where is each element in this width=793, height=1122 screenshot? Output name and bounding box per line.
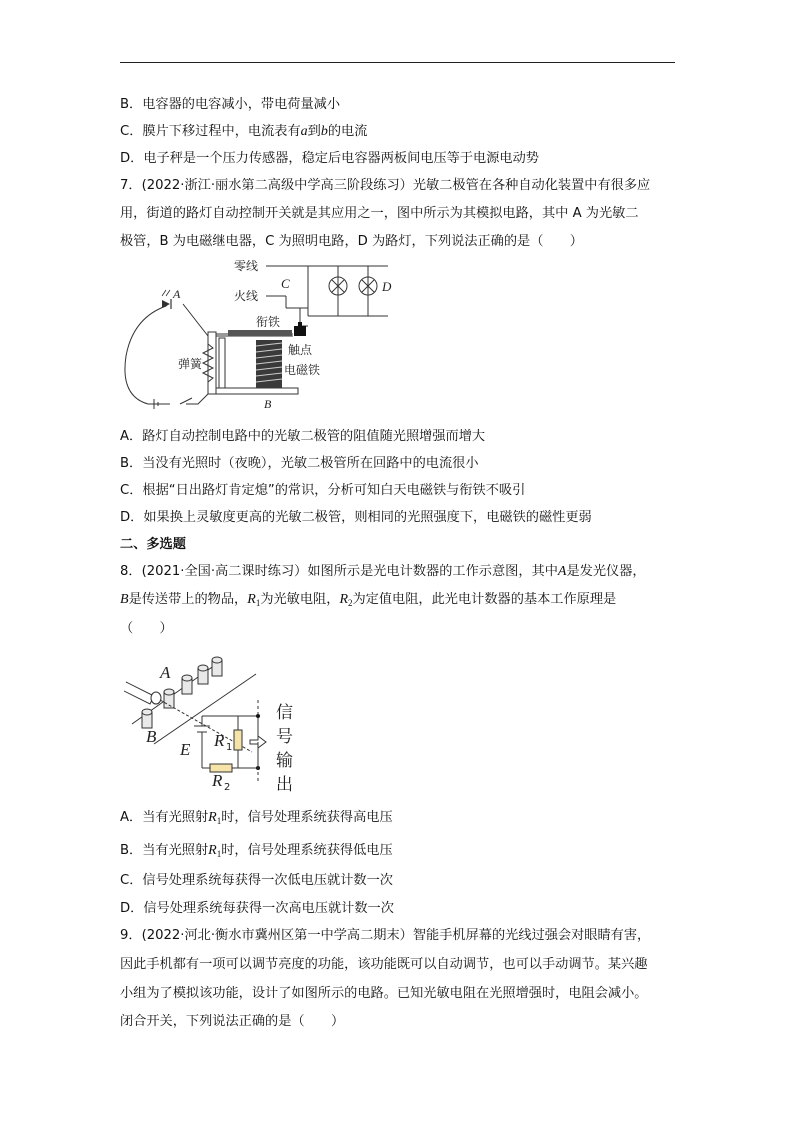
label-c: C	[281, 276, 290, 291]
label-a: A	[160, 663, 171, 682]
label-b: B	[146, 727, 157, 746]
label-armature: 衔铁	[256, 315, 281, 329]
q7-relay-circuit-figure	[118, 256, 403, 416]
label-r2-sub: 2	[224, 782, 231, 793]
label-r2: R	[212, 771, 223, 790]
label-electromagnet: 电磁铁	[284, 363, 321, 377]
q9-stem-line3: 小组为了模拟该功能，设计了如图所示的电路。已知光敏电阻在光照增强时，电阻会减小。	[120, 986, 648, 1001]
q6-option-d: D．电子秤是一个压力传感器，稳定后电容器两板间电压等于电源电动势	[120, 151, 539, 166]
q8-option-b: B．当有光照射$R_1$时，信号处理系统获得低电压	[120, 843, 393, 859]
label-live-wire: 火线	[234, 289, 259, 303]
q9-stem-line1: 9．(2022·河北·衡水市冀州区第一中学高二期末）智能手机屏幕的光线过强会对眼睛有害，	[120, 928, 651, 943]
header-rule	[120, 62, 675, 63]
q8-stem-line2: B是传送带上的物品，$R_1$为光敏电阻，$R_2$为定值电阻，此光电计数器的基本工作原理是	[120, 592, 617, 608]
label-e: E	[180, 740, 191, 759]
label-r1: R	[214, 731, 225, 750]
q9-stem-line4: 闭合开关，下列说法正确的是（ ）	[120, 1014, 345, 1029]
photodiode-symbol	[162, 300, 170, 308]
q7-option-a: A．路灯自动控制电路中的光敏二极管的阻值随光照增强而增大	[120, 429, 486, 444]
label-spring: 弹簧	[178, 357, 203, 371]
q7-option-c: C．根据“日出路灯肯定熄”的常识，分析可知白天电磁铁与衔铁不吸引	[120, 483, 526, 498]
label-contact: 触点	[288, 343, 313, 357]
q6-option-b: B．电容器的电容减小，带电荷量减小	[120, 97, 341, 112]
q7-stem-line1: 7．(2022·浙江·丽水第二高级中学高三阶段练习）光敏二极管在各种自动化装置中有很多应	[120, 178, 651, 193]
label-d: D	[382, 279, 392, 294]
q8-option-c: C．信号处理系统每获得一次低电压就计数一次	[120, 873, 393, 888]
label-signal-3: 输	[276, 751, 293, 771]
q9-stem-line2: 因此手机都有一项可以调节亮度的功能，该功能既可以自动调节，也可以手动调节。某兴趣	[120, 957, 648, 972]
q7-option-d: D．如果换上灵敏度更高的光敏二极管，则相同的光照强度下，电磁铁的磁性更弱	[120, 510, 592, 525]
label-a: A	[173, 287, 181, 301]
label-neutral-wire: 零线	[234, 259, 259, 273]
label-b: B	[264, 397, 272, 411]
q8-stem-line1: 8．(2021·全国·高二课时练习）如图所示是光电计数器的工作示意图，其中A是发光仪器，	[120, 564, 646, 579]
label-signal-1: 信	[276, 703, 293, 723]
q7-option-b: B．当没有光照时（夜晚），光敏二极管所在回路中的电流很小	[120, 456, 479, 471]
q8-option-a: A．当有光照射$R_1$时，信号处理系统获得高电压	[120, 810, 393, 826]
q6-option-c: C．膜片下移过程中，电流表有a到b的电流	[120, 124, 368, 139]
label-signal-4: 出	[276, 775, 293, 795]
q8-option-d: D．信号处理系统每获得一次高电压就计数一次	[120, 901, 394, 916]
q7-stem-line3: 极管，B 为电磁继电器，C 为照明电路，D 为路灯，下列说法正确的是（ ）	[120, 234, 583, 249]
section-title-multiple-choice: 二、多选题	[120, 537, 186, 552]
label-r1-sub: 1	[226, 742, 233, 753]
q8-photoelectric-counter-figure	[124, 652, 304, 797]
q7-stem-line2: 用，街道的路灯自动控制开关就是其应用之一，图中所示为其模拟电路，其中 A 为光敏二	[120, 206, 639, 221]
label-signal-2: 号	[276, 727, 293, 747]
q8-stem-line3: （ ）	[120, 621, 173, 636]
